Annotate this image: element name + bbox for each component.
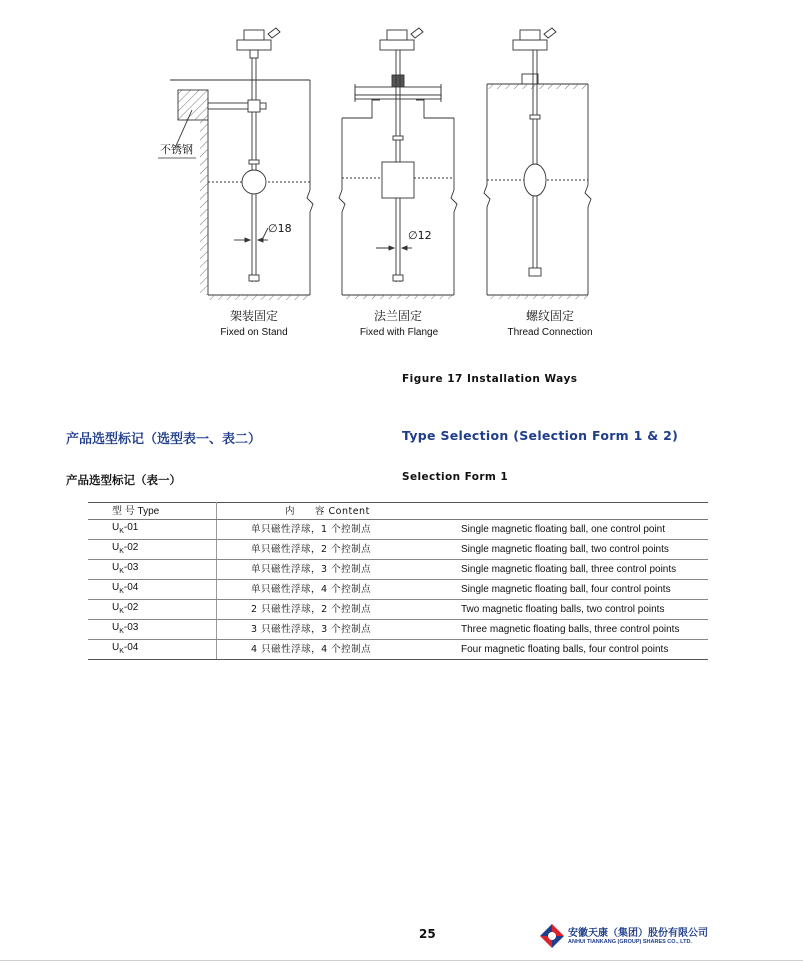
label-diameter-12: ∅12 [408, 229, 432, 242]
bottom-divider [0, 960, 803, 961]
content-cn: 单只磁性浮球，2 个控制点 [217, 540, 462, 560]
content-cn: 单只磁性浮球，3 个控制点 [217, 560, 462, 580]
table-row [88, 600, 708, 620]
caption-cn-thread: 螺纹固定 [525, 309, 574, 323]
company-logo-icon [538, 922, 566, 950]
table-row [88, 580, 708, 600]
content-cn: 单只磁性浮球，4 个控制点 [217, 580, 462, 600]
installation-figures [150, 20, 620, 350]
diagram-thread-connection [484, 28, 591, 299]
diagram-fixed-with-flange [339, 28, 457, 299]
table-row [88, 560, 708, 580]
content-en: Single magnetic floating ball, one control point [461, 520, 708, 540]
form1-title-en: Selection Form 1 [402, 471, 509, 483]
caption-cn-stand: 架装固定 [229, 309, 278, 323]
content-en: Two magnetic floating balls, two control points [461, 600, 708, 620]
company-logo [538, 922, 728, 952]
selection-form-1-table [88, 502, 708, 660]
diagram-fixed-on-stand [170, 28, 313, 300]
content-cn: 4 只磁性浮球，4 个控制点 [217, 640, 462, 660]
content-cn: 2 只磁性浮球，2 个控制点 [217, 600, 462, 620]
table-row [88, 540, 708, 560]
label-stainless-steel: 不锈钢 [160, 143, 193, 156]
type-code: $U_K-02$ [88, 600, 217, 620]
company-name-en: ANHUI TIANKANG (GROUP) SHARES CO., LTD. [568, 939, 692, 945]
content-en: Four magnetic floating balls, four control points [461, 640, 708, 660]
content-cn: 单只磁性浮球，1 个控制点 [217, 520, 462, 540]
caption-en-flange: Fixed with Flange [359, 327, 439, 338]
table-row [88, 640, 708, 660]
table-row [88, 520, 708, 540]
header-type: 型 号 Type [88, 503, 217, 520]
caption-cn-flange: 法兰固定 [373, 309, 422, 323]
type-code: $U_K-03$ [88, 620, 217, 640]
table-header-row [88, 503, 708, 520]
caption-en-stand: Fixed on Stand [220, 327, 288, 338]
type-code: $U_K-03$ [88, 560, 217, 580]
section-title-cn: 产品选型标记（选型表一、表二） [66, 432, 262, 447]
type-code: $U_K-04$ [88, 580, 217, 600]
type-code: $U_K-04$ [88, 640, 217, 660]
form1-title-cn: 产品选型标记（表一） [66, 473, 181, 487]
figure-title: Figure 17 Installation Ways [402, 373, 578, 385]
type-code: $U_K-01$ [88, 520, 217, 540]
content-en: Single magnetic floating ball, four control points [461, 580, 708, 600]
type-code: $U_K-02$ [88, 540, 217, 560]
content-en: Three magnetic floating balls, three control points [461, 620, 708, 640]
label-diameter-18: ∅18 [268, 222, 292, 235]
content-cn: 3 只磁性浮球，3 个控制点 [217, 620, 462, 640]
section-title-en: Type Selection (Selection Form 1 & 2) [402, 428, 679, 443]
table-row [88, 620, 708, 640]
content-en: Single magnetic floating ball, two control points [461, 540, 708, 560]
content-en: Single magnetic floating ball, three control points [461, 560, 708, 580]
company-name-cn: 安徽天康（集团）股份有限公司 [568, 928, 708, 939]
header-content: 内 容 Content [217, 503, 709, 520]
page-number: 25 [419, 927, 436, 941]
caption-en-thread: Thread Connection [507, 327, 593, 338]
